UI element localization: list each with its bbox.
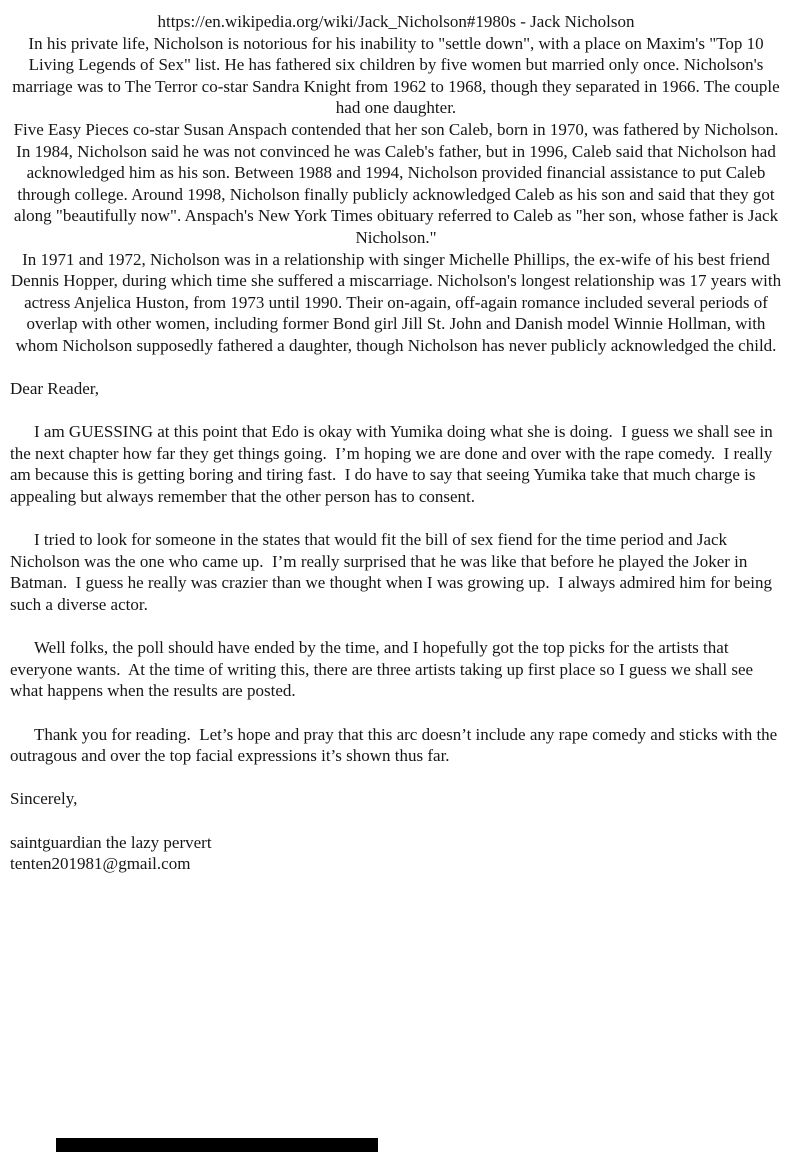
wiki-paragraph-private-life: In his private life, Nicholson is notorious for his inability to "settle down", with a place on Maxim's "Top 10 Living Legends of Sex" list. He has fathered six children by five women but married only once. Nicholson's marriage was to The Terror co-star Sandra Knight from 1962 to 1968, though they separated in 1966. The couple had one daughter. [12, 33, 780, 118]
letter-closing: Sincerely, [10, 789, 78, 809]
source-url-line: https://en.wikipedia.org/wiki/Jack_Nicholson#1980s - Jack Nicholson [157, 12, 635, 31]
wikipedia-excerpt-section [0, 0, 792, 357]
signature-name: saintguardian the lazy pervert [10, 832, 212, 852]
wiki-paragraph-relationships: In 1971 and 1972, Nicholson was in a relationship with singer Michelle Phillips, the ex-wife of his best friend Dennis Hopper, during which time she suffered a miscarriage. Nicholson's longest relationship was 17 years with actress Anjelica Huston, from 1973 until 1990. Their on-again, off-again romance included several periods of overlap with other women, including former Bond girl Jill St. John and Danish model Winnie Hollman, with whom Nicholson supposedly fathered a daughter, though Nicholson has never publicly acknowledged the child. [10, 249, 782, 355]
signature-email: tenten201981@gmail.com [10, 854, 191, 874]
reader-letter-section [0, 378, 792, 875]
letter-paragraph-jack-nicholson: I tried to look for someone in the states that would fit the bill of sex fiend for the time period and Jack Nicholson was the one who came up. I’m really surprised that he was like that before he played the Joker in Batman. I guess he really was crazier than we thought when I was growing up. I always admired him for being such a diverse actor. [10, 530, 777, 615]
letter-paragraph-thanks: Thank you for reading. Let’s hope and pray that this arc doesn’t include any rape comedy and sticks with the outragous and over the top facial expressions it’s shown thus far. [10, 724, 782, 766]
signature-block [10, 832, 782, 875]
letter-paragraph-poll: Well folks, the poll should have ended by the time, and I hopefully got the top picks for the artists that everyone wants. At the time of writing this, there are three artists taking up first place so I guess we shall see what happens when the results are posted. [10, 638, 758, 701]
letter-paragraph-guessing: I am GUESSING at this point that Edo is okay with Yumika doing what she is doing. I guess we shall see in the next chapter how far they get things going. I’m hoping we are done and over with the rape comedy. I really am because this is getting boring and tiring fast. I do have to say that seeing Yumika take that much charge is appealing but always remember that the other person has to consent. [10, 422, 778, 507]
wiki-paragraph-caleb: Five Easy Pieces co-star Susan Anspach contended that her son Caleb, born in 1970, was fathered by Nicholson. In 1984, Nicholson said he was not convinced he was Caleb's father, but in 1996, Caleb said that Nicholson had acknowledged him as his son. Between 1988 and 1994, Nicholson provided financial assistance to put Caleb through college. Around 1998, Nicholson finally publicly acknowledged Caleb as his son and said that they got along "beautifully now". Anspach's New York Times obituary referred to Caleb as "her son, whose father is Jack Nicholson." [13, 119, 779, 247]
scan-artifact-bar [56, 1138, 378, 1152]
letter-salutation: Dear Reader, [10, 379, 99, 399]
